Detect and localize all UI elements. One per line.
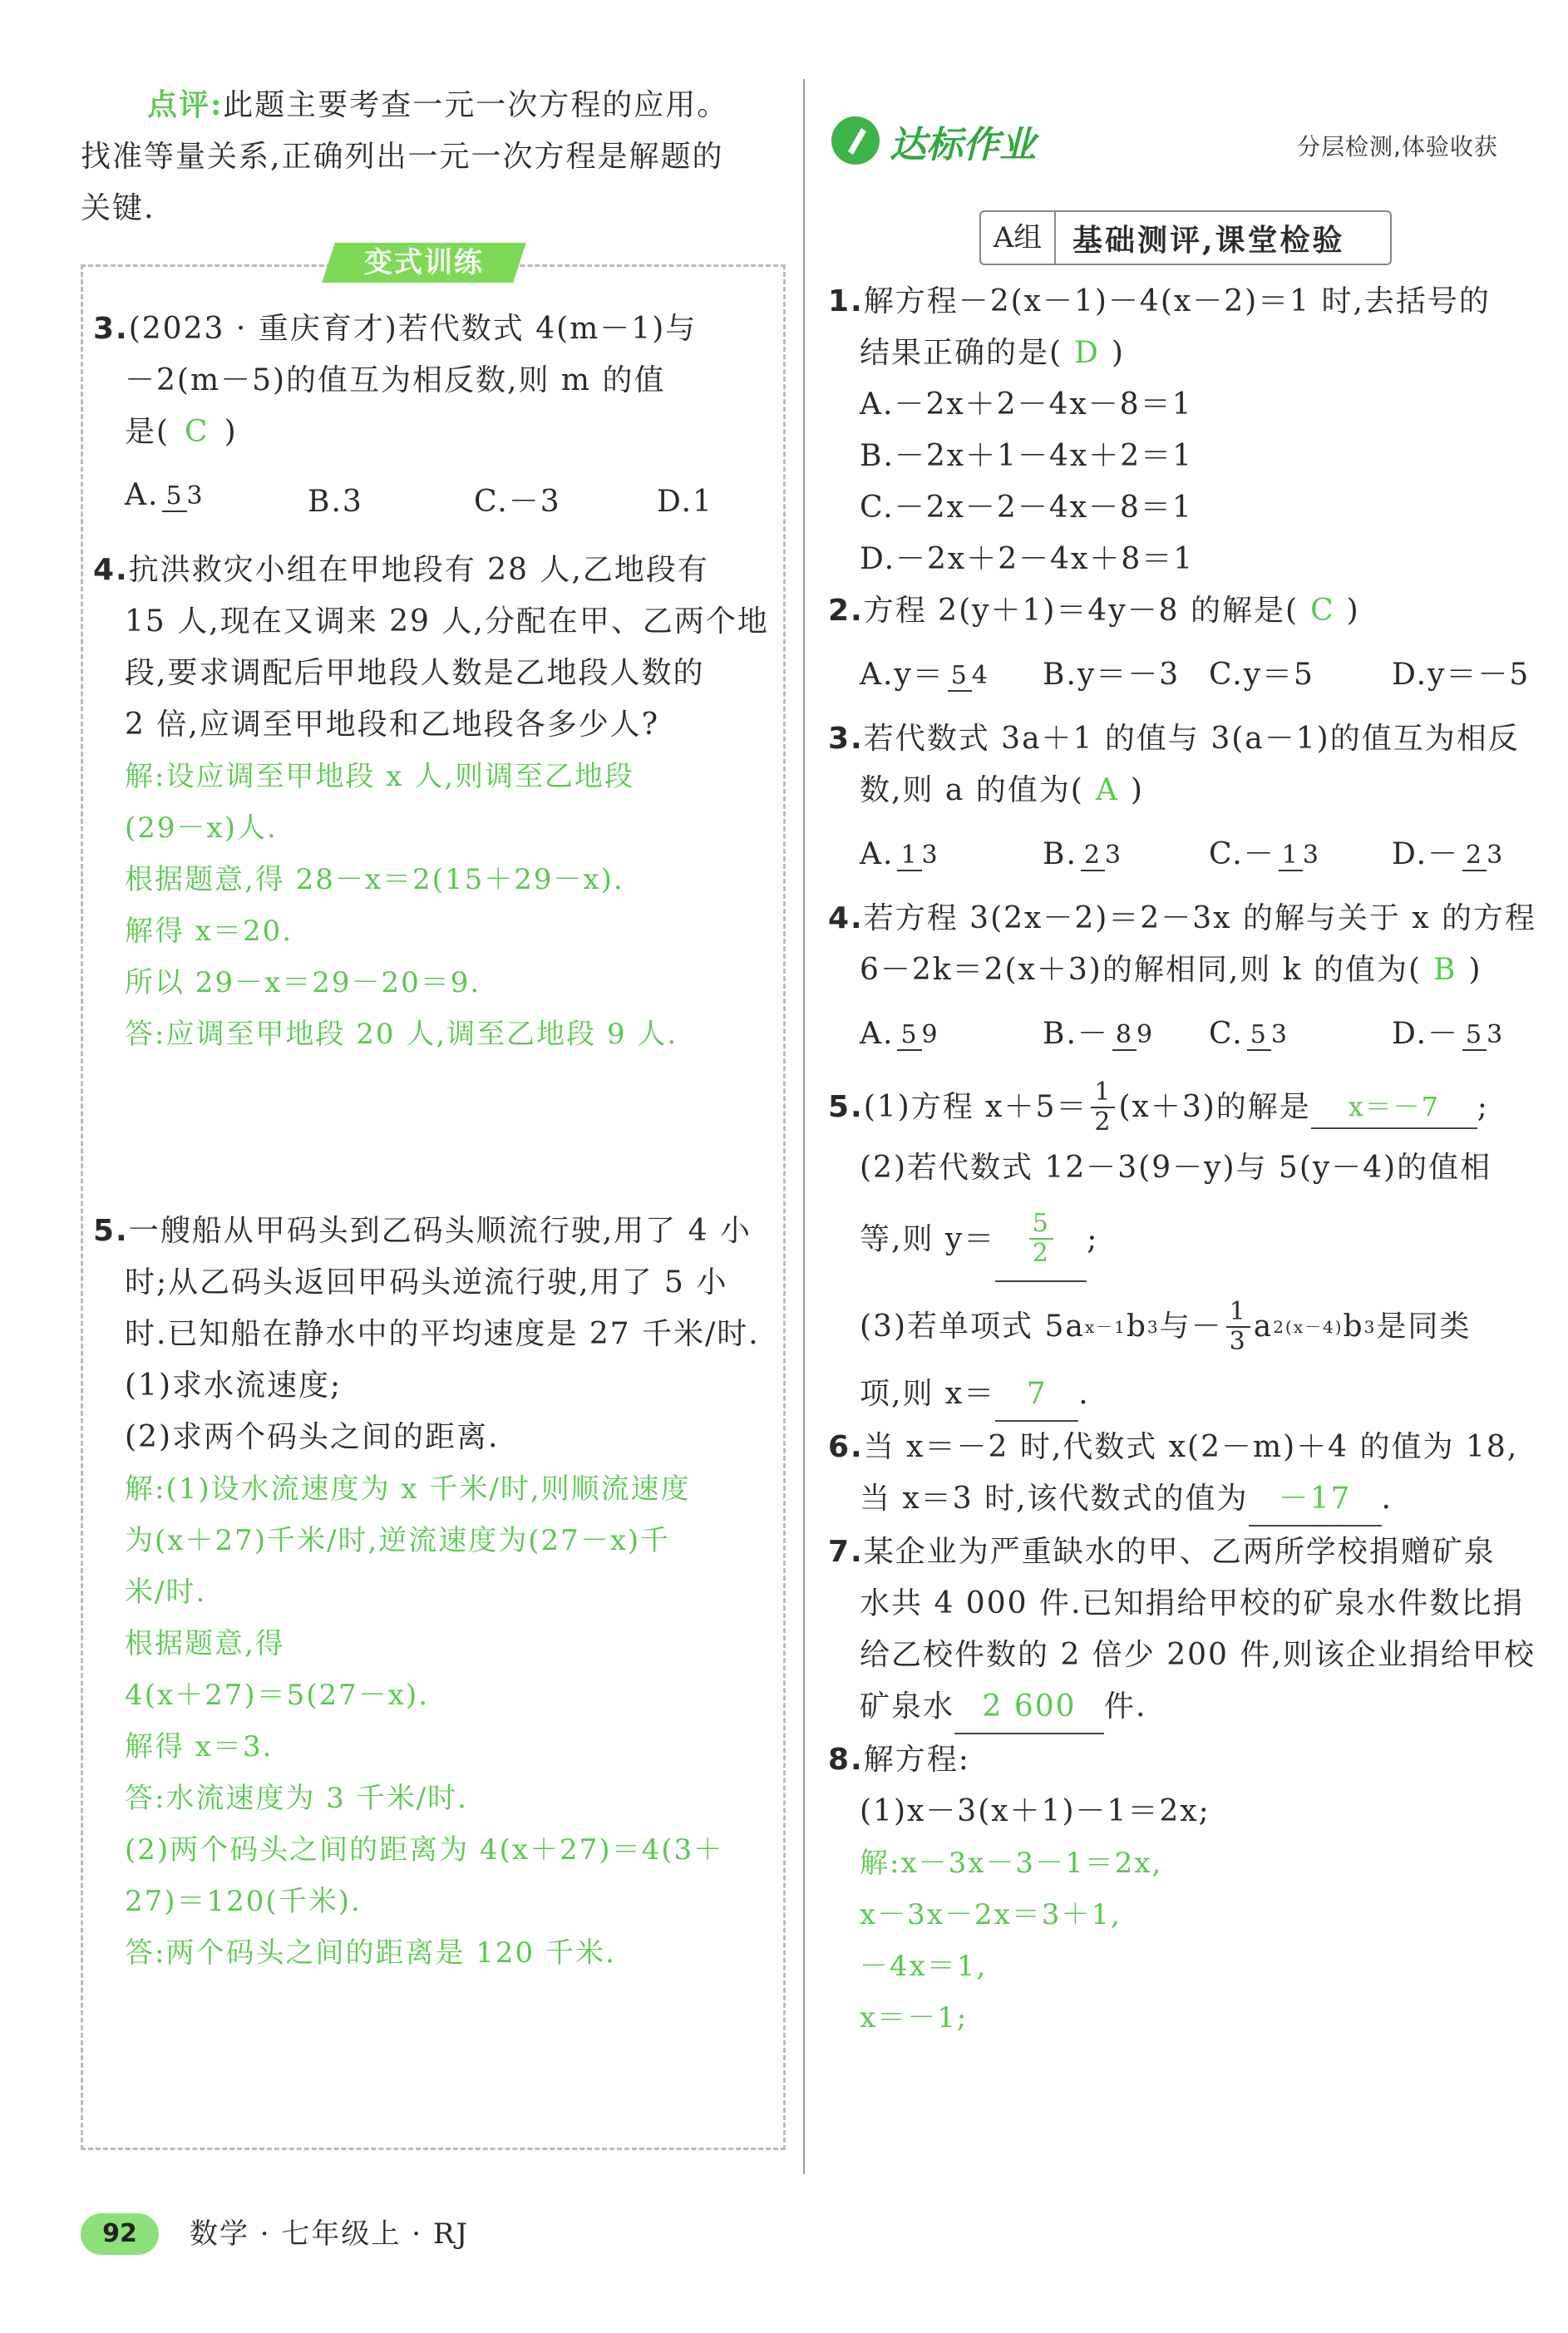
fraction (1112, 1021, 1154, 1051)
r1-answer: D (1074, 336, 1100, 370)
r1-line2: 结果正确的是( (860, 336, 1063, 370)
comment-label: 点评: (147, 87, 224, 122)
question-r6 (828, 1422, 1551, 1527)
q3-line2: －2(m－5)的值互为相反数,则 m 的值 (125, 363, 666, 397)
q3-options (93, 470, 775, 535)
option-a: A.－2x＋2－4x－8＝1 (860, 387, 1193, 422)
q5-line: 时;从乙码头返回甲码头逆流行驶,用了 5 小 (125, 1265, 728, 1300)
fraction (1226, 1298, 1250, 1356)
group-title: 基础测评,课堂检验 (1072, 222, 1345, 258)
frac-den: 3 (1487, 1020, 1505, 1049)
r5-p3-mid: 与－ (1159, 1310, 1223, 1344)
r2-answer: C (1310, 594, 1335, 628)
frac-den: 3 (186, 481, 205, 510)
q5-line: (2)求两个码头之间的距离. (125, 1420, 500, 1454)
r2-paren: ) (1346, 594, 1360, 628)
q3-line1: (2023 · 重庆育才)若代数式 4(m－1)与 (128, 312, 698, 346)
solution-line: 答:应调至甲地段 20 人,调至乙地段 9 人. (125, 1018, 678, 1051)
frac-den: 3 (1487, 841, 1505, 870)
frac-den: 2 (1094, 1107, 1112, 1137)
r4-answer: B (1433, 953, 1457, 987)
option-a: A.y＝ (860, 658, 944, 692)
q5-solution (93, 1463, 775, 1979)
solution-line: 所以 29－x＝29－20＝9. (125, 966, 481, 999)
question-number: 4. (828, 901, 864, 935)
option-d: D.1 (657, 485, 713, 519)
solution-line: 答:两个码头之间的距离是 120 千米. (125, 1936, 616, 1970)
r5-p3-b: b (1126, 1310, 1147, 1344)
section-subtitle: 分层检测,体验收获 (1297, 133, 1498, 160)
option-a: A. (860, 1017, 895, 1051)
r5-p2-answer (995, 1197, 1087, 1282)
fraction (897, 841, 939, 871)
question-number: 6. (828, 1430, 864, 1464)
r5-p3-line2-post: . (1078, 1377, 1090, 1411)
question-r2 (828, 585, 1551, 713)
r7-answer: 2 600 (954, 1681, 1104, 1734)
question-r4 (828, 893, 1551, 1073)
question-number: 3. (93, 312, 129, 346)
comment-line1: 此题主要考查一元一次方程的应用。 (223, 88, 729, 122)
q3-paren: ) (224, 415, 238, 449)
frac-num: 2 (1081, 841, 1105, 871)
solution-line: 根据题意,得 (125, 1627, 285, 1660)
question-number: 7. (828, 1535, 864, 1569)
option-b: B.y＝－3 (1043, 658, 1181, 692)
frac-den: 3 (1270, 1020, 1289, 1049)
r5-p3-line2: 项,则 x＝ (860, 1377, 996, 1411)
r8-solution (828, 1837, 1551, 2044)
r2-options (828, 637, 1551, 713)
solution-line: 4(x＋27)＝5(27－x). (125, 1679, 430, 1712)
fraction (948, 662, 989, 692)
question-number: 5. (93, 1214, 129, 1248)
q3-line3: 是( (125, 415, 170, 449)
r8-title: 解方程: (863, 1743, 970, 1777)
r3-line1: 若代数式 3a＋1 的值与 3(a－1)的值互为相反 (863, 722, 1520, 756)
solution-line: (2)两个码头之间的距离为 4(x＋27)＝4(3＋ (125, 1833, 724, 1867)
r5-p2: 等,则 y＝ (860, 1222, 996, 1256)
frac-num: 5 (162, 482, 186, 512)
r5-p1-mid: (x＋3)的解是 (1118, 1090, 1311, 1124)
question-3 (93, 303, 775, 535)
option-d: D.y＝－5 (1392, 658, 1531, 692)
frac-num: 5 (1462, 1021, 1487, 1051)
fraction (1247, 1021, 1289, 1051)
r5-p3: (3)若单项式 5a (860, 1310, 1085, 1344)
frac-den: 9 (1137, 1020, 1155, 1049)
question-r8 (828, 1734, 1551, 2044)
solution-line: 解:(1)设水流速度为 x 千米/时,则顺流速度 (125, 1472, 691, 1506)
r3-paren: ) (1130, 773, 1144, 807)
r5-p1-post: ; (1477, 1090, 1489, 1124)
comment-line3: 关键. (81, 191, 155, 225)
question-5 (93, 1206, 775, 1979)
q4-line: 15 人,现在又调来 29 人,分配在甲、乙两个地 (125, 604, 769, 639)
r7-line: 给乙校件数的 2 倍少 200 件,则该企业捐给甲校 (860, 1638, 1536, 1672)
page-number: 92 (81, 2213, 159, 2255)
r3-answer: A (1095, 773, 1119, 807)
superscript: 3 (1363, 1317, 1377, 1337)
r4-options (828, 996, 1551, 1073)
r1-paren: ) (1111, 336, 1125, 370)
frac-den: 3 (1302, 841, 1320, 870)
fraction (1462, 841, 1504, 871)
pencil-icon (831, 116, 880, 165)
q4-line: 抗洪救灾小组在甲地段有 28 人,乙地段有 (128, 553, 709, 587)
frac-den: 2 (1032, 1239, 1050, 1268)
group-a-header (979, 210, 1392, 265)
solution-line: －4x＝1, (860, 1950, 988, 1983)
option-b: B.－ (1043, 1017, 1109, 1051)
fraction (1029, 1210, 1053, 1268)
question-r7 (828, 1527, 1551, 1734)
right-questions (828, 276, 1551, 2044)
r7-line: 水共 4 000 件.已知捐给甲校的矿泉水件数比捐 (860, 1586, 1525, 1620)
solution-line: 解得 x＝20. (125, 915, 293, 948)
frac-num: 5 (1247, 1021, 1271, 1051)
r2-line1: 方程 2(y＋1)＝4y－8 的解是( (863, 594, 1299, 628)
fraction (162, 482, 204, 512)
question-number: 3. (828, 722, 864, 756)
frac-num: 2 (1462, 841, 1487, 871)
question-number: 8. (828, 1743, 864, 1777)
frac-den: 3 (1229, 1327, 1247, 1356)
r5-p1-answer: x＝－7 (1311, 1086, 1477, 1129)
question-4 (93, 545, 775, 1060)
r3-line2: 数,则 a 的值为( (860, 773, 1084, 807)
comment-line2: 找准等量关系,正确列出一元一次方程是解题的 (81, 140, 724, 174)
solution-line: 27)＝120(千米). (125, 1885, 362, 1918)
solution-line: x－3x－2x＝3＋1, (860, 1898, 1122, 1931)
r8-sub1: (1)x－3(x＋1)－1＝2x; (860, 1794, 1211, 1828)
solution-line: 解得 x＝3. (125, 1730, 274, 1763)
r5-p3-answer: 7 (995, 1369, 1078, 1422)
option-c: C. (1209, 1017, 1244, 1051)
r4-line1: 若方程 3(2x－2)＝2－3x 的解与关于 x 的方程 (863, 901, 1537, 935)
question-number: 2. (828, 594, 864, 628)
r6-line2: 当 x＝3 时,该代数式的值为 (860, 1482, 1249, 1516)
solution-line: 答:水流速度为 3 千米/时. (125, 1782, 468, 1815)
section-title: 达标作业 (890, 124, 1036, 166)
r5-p3-a: a (1253, 1310, 1274, 1344)
r4-line2: 6－2k＝2(x＋3)的解相同,则 k 的值为( (860, 953, 1423, 987)
option-b: B. (1043, 837, 1077, 871)
solution-line: 米/时. (125, 1576, 207, 1609)
option-a: A. (860, 837, 895, 871)
solution-line: 解:x－3x－3－1＝2x, (860, 1847, 1163, 1880)
solution-line: 根据题意,得 28－x＝2(15＋29－x). (125, 863, 624, 896)
option-b: B.－2x＋1－4x＋2＝1 (860, 439, 1194, 473)
r5-p3-b2: b (1343, 1310, 1364, 1344)
frac-num: 5 (897, 1021, 921, 1051)
question-number: 1. (828, 284, 864, 318)
q5-line: 一艘船从甲码头到乙码头顺流行驶,用了 4 小 (128, 1214, 752, 1248)
question-number: 5. (828, 1090, 864, 1124)
solution-line: x＝－1; (860, 2001, 969, 2035)
superscript: x－1 (1084, 1317, 1127, 1337)
r5-p2-post: ; (1087, 1222, 1099, 1256)
fraction (1462, 1021, 1504, 1051)
option-d: D.－ (1392, 1017, 1460, 1051)
frac-num: 5 (1029, 1210, 1053, 1240)
q3-answer: C (185, 415, 210, 449)
question-r3 (828, 713, 1551, 893)
solution-line: 为(x＋27)千米/时,逆流速度为(27－x)千 (125, 1524, 671, 1557)
question-r5 (828, 1073, 1551, 1422)
option-c: C.－ (1209, 837, 1275, 871)
fraction (1081, 841, 1122, 871)
frac-num: 5 (948, 662, 972, 692)
variant-banner: 变式训练 (364, 246, 484, 279)
r7-line: 某企业为严重缺水的甲、乙两所学校捐赠矿泉 (863, 1535, 1496, 1569)
superscript: 2(x－4) (1273, 1317, 1344, 1337)
r7-line4: 矿泉水 (860, 1689, 955, 1724)
option-c: C.－2x－2－4x－8＝1 (860, 491, 1193, 525)
fraction (1279, 841, 1320, 871)
frac-den: 9 (921, 1020, 939, 1049)
frac-num: 1 (897, 841, 921, 871)
solution-line: (29－x)人. (125, 811, 278, 845)
r6-post: . (1381, 1482, 1393, 1516)
question-r1 (828, 276, 1551, 585)
frac-num: 1 (1091, 1078, 1115, 1108)
option-c: C.y＝5 (1209, 658, 1314, 692)
group-tag: A组 (981, 212, 1056, 264)
r3-options (828, 816, 1551, 893)
option-d: D.－ (1392, 837, 1460, 871)
r5-p3-post: 是同类 (1376, 1310, 1472, 1344)
r5-p1: (1)方程 x＋5＝ (863, 1090, 1088, 1124)
frac-num: 8 (1112, 1021, 1137, 1051)
r7-post: 件. (1104, 1689, 1147, 1724)
q4-solution (93, 751, 775, 1060)
q5-line: 时.已知船在静水中的平均速度是 27 千米/时. (125, 1317, 760, 1351)
q4-line: 段,要求调配后甲地段人数是乙地段人数的 (125, 656, 705, 690)
frac-den: 3 (1105, 841, 1123, 870)
frac-den: 4 (971, 661, 989, 690)
column-divider (803, 79, 805, 2174)
option-d: D.－2x＋2－4x＋8＝1 (860, 542, 1195, 576)
r5-p2-line1: (2)若代数式 12－3(9－y)与 5(y－4)的值相 (860, 1151, 1492, 1185)
question-number: 4. (93, 553, 129, 587)
frac-den: 3 (921, 841, 939, 870)
r1-line1: 解方程－2(x－1)－4(x－2)＝1 时,去括号的 (863, 284, 1491, 318)
r6-answer: －17 (1249, 1473, 1382, 1527)
solution-line: 解:设应调至甲地段 x 人,则调至乙地段 (125, 760, 635, 793)
option-b: B.3 (308, 485, 363, 519)
superscript: 3 (1146, 1317, 1160, 1337)
q5-line: (1)求水流速度; (125, 1369, 343, 1403)
frac-num: 1 (1226, 1298, 1250, 1328)
comment-block (81, 79, 787, 234)
footer-text: 数学 · 七年级上 · RJ (190, 2217, 470, 2251)
frac-num: 1 (1279, 841, 1303, 871)
option-a: A. (125, 478, 160, 512)
r4-paren: ) (1468, 953, 1482, 987)
option-c: C.－3 (474, 485, 561, 519)
fraction (1091, 1078, 1115, 1137)
q4-line: 2 倍,应调至甲地段和乙地段各多少人? (125, 708, 660, 742)
r6-line1: 当 x＝－2 时,代数式 x(2－m)＋4 的值为 18, (863, 1430, 1519, 1464)
fraction (897, 1021, 939, 1051)
